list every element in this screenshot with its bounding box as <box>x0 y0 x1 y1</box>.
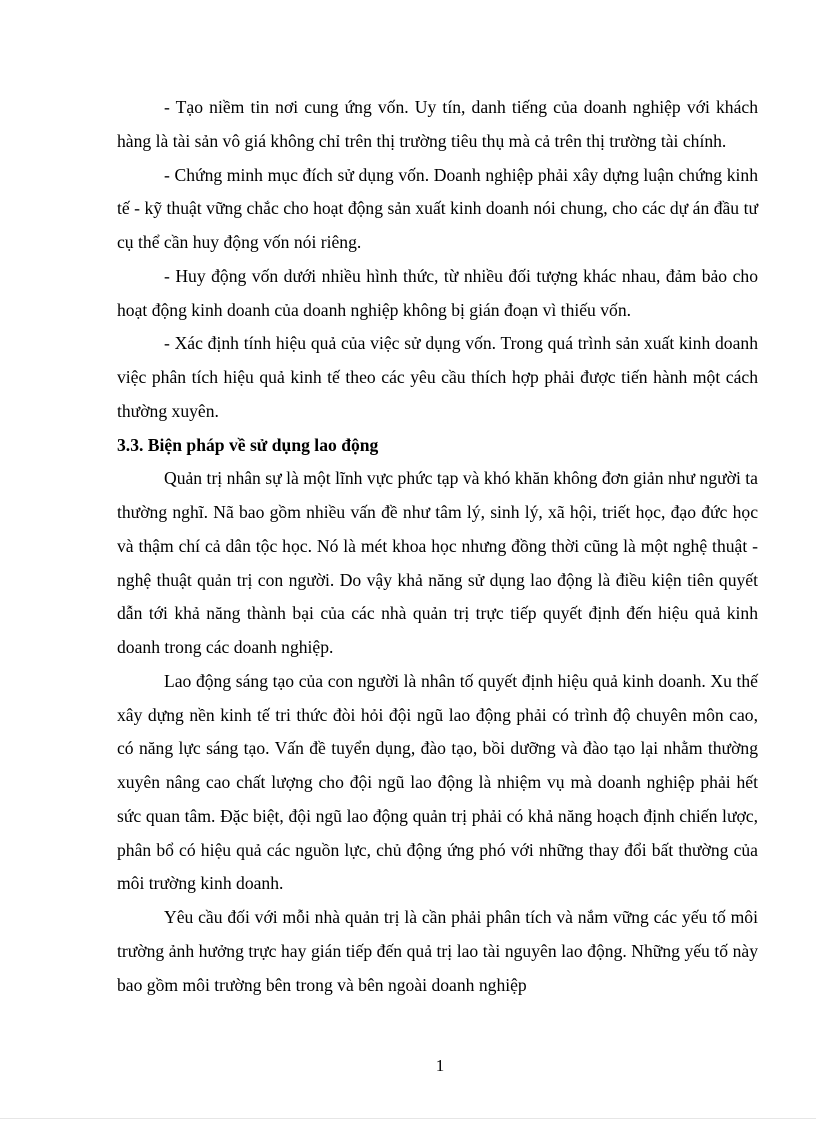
paragraph-hr-management: Quản trị nhân sự là một lĩnh vực phức tạp và khó khăn không đơn giản như người ta thường nghĩ. Nã bao gồm nhiều vấn đề như tâm lý, sinh lý, xã hội, triết học, đạo đức học và thậm chí cả dân tộc học. Nó là mét khoa học nhưng đồng thời cũng là một nghệ thuật - nghệ thuật quản trị con người. Do vậy khả năng sử dụng lao động là điều kiện tiên quyết dẫn tới khả năng thành bại của các nhà quản trị trực tiếp quyết định đến hiệu quả kinh doanh trong các doanh nghiệp. <box>117 468 758 657</box>
page-number: 1 <box>435 1056 445 1075</box>
paragraph-creative-labor: Lao động sáng tạo của con người là nhân tố quyết định hiệu quả kinh doanh. Xu thế xây dựng nền kinh tế tri thức đòi hỏi đội ngũ lao động phải có trình độ chuyên môn cao, có năng lực sáng tạo. Vấn đề tuyển dụng, đào tạo, bồi dưỡng và đào tạo lại nhằm thường xuyên nâng cao chất lượng cho đội ngũ lao động là nhiệm vụ mà doanh nghiệp phải hết sức quan tâm. Đặc biệt, đội ngũ lao động quản trị phải có khả năng hoạch định chiến lược, phân bổ có hiệu quả các nguồn lực, chủ động ứng phó với những thay đổi bất thường của môi trường kinh doanh. <box>117 670 758 894</box>
page-bottom-divider <box>0 1118 816 1119</box>
section-heading: 3.3. Biện pháp về sử dụng lao động <box>117 434 379 455</box>
paragraph-prove-capital-purpose: - Chứng minh mục đích sử dụng vốn. Doanh nghiệp phải xây dựng luận chứng kinh tế - kỹ thuật vững chắc cho hoạt động sản xuất kinh doanh nói chung, cho các dự án đầu tư cụ thể cần huy động vốn nói riêng. <box>117 164 758 252</box>
paragraph-mobilize-capital: - Huy động vốn dưới nhiều hình thức, từ nhiều đối tượng khác nhau, đảm bảo cho hoạt động kinh doanh của doanh nghiệp không bị gián đoạn vì thiếu vốn. <box>117 265 758 320</box>
paragraph-create-trust: - Tạo niềm tin nơi cung ứng vốn. Uy tín, danh tiếng của doanh nghiệp với khách hàng là tài sản vô giá không chỉ trên thị trường tiêu thụ mà cả trên thị trường tài chính. <box>117 97 758 151</box>
paragraph-capital-efficiency: - Xác định tính hiệu quả của việc sử dụng vốn. Trong quá trình sản xuất kinh doanh việc phân tích hiệu quả kinh tế theo các yêu cầu thích hợp phải được tiến hành một cách thường xuyên. <box>117 333 758 421</box>
paragraph-manager-requirements: Yêu cầu đối với mỗi nhà quản trị là cần phải phân tích và nắm vững các yếu tố môi trường ảnh hưởng trực hay gián tiếp đến quả trị lao tài nguyên lao động. Những yếu tố này bao gồm môi trường bên trong và bên ngoài doanh nghiệp <box>117 907 758 995</box>
document-body <box>117 91 758 1002</box>
